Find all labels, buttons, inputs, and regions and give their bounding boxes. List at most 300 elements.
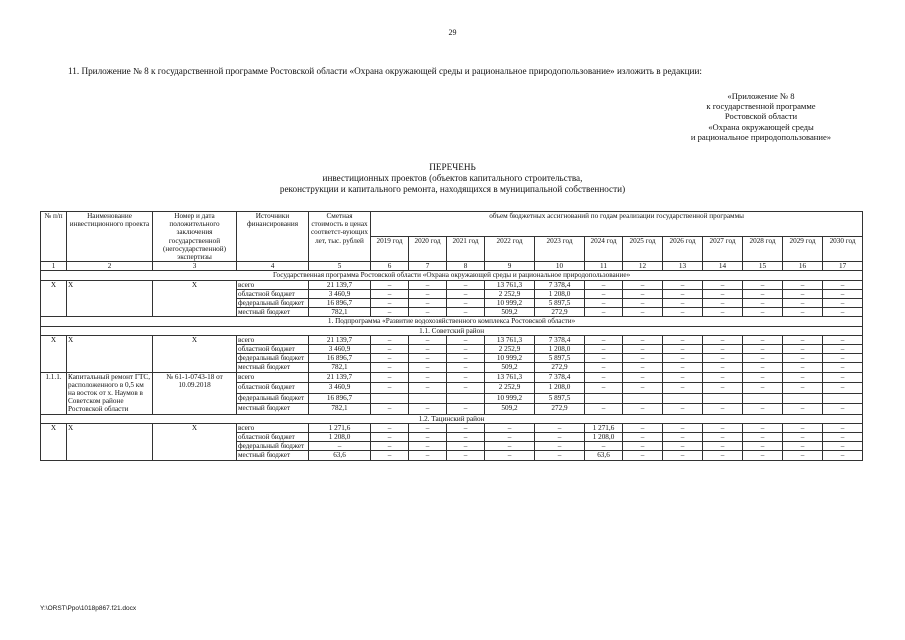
year-value: – bbox=[823, 451, 863, 460]
funding-source: местный бюджет bbox=[237, 451, 309, 460]
year-value: – bbox=[623, 308, 663, 317]
year-value: – bbox=[409, 345, 447, 354]
year-value bbox=[703, 393, 743, 404]
year-value: – bbox=[371, 289, 409, 298]
year-value: 13 761,3 bbox=[485, 335, 535, 344]
year-value: – bbox=[447, 372, 485, 383]
year-value: – bbox=[783, 404, 823, 415]
year-value: – bbox=[535, 442, 585, 451]
year-value: – bbox=[663, 404, 703, 415]
funding-source: местный бюджет bbox=[237, 363, 309, 372]
column-number: 7 bbox=[409, 262, 447, 271]
year-value: – bbox=[409, 280, 447, 289]
year-value: – bbox=[743, 335, 783, 344]
year-value: – bbox=[447, 404, 485, 415]
column-number: 1 bbox=[41, 262, 67, 271]
funding-source: всего bbox=[237, 423, 309, 432]
year-value: 509,2 bbox=[485, 308, 535, 317]
year-value: – bbox=[535, 433, 585, 442]
year-value: – bbox=[743, 308, 783, 317]
year-value: – bbox=[447, 280, 485, 289]
estimated-cost: 21 139,7 bbox=[309, 280, 371, 289]
year-value: – bbox=[485, 451, 535, 460]
header-sources: Источники финансирования bbox=[237, 212, 309, 262]
project-name: Х bbox=[67, 335, 153, 372]
year-value: 63,6 bbox=[585, 451, 623, 460]
year-value bbox=[409, 393, 447, 404]
year-value: – bbox=[585, 308, 623, 317]
year-value: – bbox=[409, 451, 447, 460]
year-value: – bbox=[663, 335, 703, 344]
year-value: – bbox=[743, 289, 783, 298]
column-number: 17 bbox=[823, 262, 863, 271]
year-value: – bbox=[783, 363, 823, 372]
estimated-cost: 1 208,0 bbox=[309, 433, 371, 442]
year-value: – bbox=[585, 354, 623, 363]
year-value bbox=[663, 393, 703, 404]
year-value: – bbox=[823, 280, 863, 289]
year-value: – bbox=[623, 423, 663, 432]
section-title: 1.2. Тацинский район bbox=[41, 414, 863, 423]
year-value: – bbox=[703, 354, 743, 363]
project-number: Х bbox=[41, 335, 67, 372]
year-value: – bbox=[703, 335, 743, 344]
estimated-cost: 21 139,7 bbox=[309, 372, 371, 383]
year-value: – bbox=[783, 345, 823, 354]
year-value bbox=[585, 393, 623, 404]
appendix-line: к государственной программе bbox=[706, 101, 816, 112]
funding-source: всего bbox=[237, 280, 309, 289]
year-value: – bbox=[409, 404, 447, 415]
header-year: 2029 год bbox=[783, 237, 823, 262]
year-value: – bbox=[535, 423, 585, 432]
year-value: 5 897,5 bbox=[535, 354, 585, 363]
year-value: – bbox=[783, 442, 823, 451]
estimated-cost: 782,1 bbox=[309, 363, 371, 372]
year-value: – bbox=[409, 335, 447, 344]
file-path-footer: Y:\ORST\Ppo\1018p867.f21.docx bbox=[40, 605, 137, 612]
year-value: – bbox=[447, 433, 485, 442]
year-value: – bbox=[623, 451, 663, 460]
year-value: – bbox=[447, 308, 485, 317]
year-value: – bbox=[663, 308, 703, 317]
project-name: Капитальный ремонт ГТС, расположенного в 0,5 км на восток от х. Наумов в Советском районе Ростовской области bbox=[67, 372, 153, 414]
year-value: 5 897,5 bbox=[535, 393, 585, 404]
year-value: – bbox=[703, 299, 743, 308]
funding-source: всего bbox=[237, 335, 309, 344]
year-value: – bbox=[371, 423, 409, 432]
year-value: – bbox=[409, 354, 447, 363]
column-number: 2 bbox=[67, 262, 153, 271]
year-value: – bbox=[447, 423, 485, 432]
funding-source: местный бюджет bbox=[237, 308, 309, 317]
project-number: 1.1.1. bbox=[41, 372, 67, 414]
funding-source: федеральный бюджет bbox=[237, 299, 309, 308]
year-value: – bbox=[371, 404, 409, 415]
funding-source: всего bbox=[237, 372, 309, 383]
year-value: 7 378,4 bbox=[535, 335, 585, 344]
year-value: – bbox=[703, 308, 743, 317]
header-year: 2025 год bbox=[623, 237, 663, 262]
table-row bbox=[41, 372, 863, 383]
year-value: – bbox=[585, 289, 623, 298]
appendix-line: Ростовской области bbox=[724, 111, 798, 122]
year-value: – bbox=[663, 433, 703, 442]
year-value: – bbox=[703, 363, 743, 372]
year-value: – bbox=[703, 442, 743, 451]
year-value: – bbox=[703, 345, 743, 354]
year-value: – bbox=[447, 299, 485, 308]
appendix-header bbox=[661, 91, 861, 142]
year-value: – bbox=[823, 354, 863, 363]
column-number: 6 bbox=[371, 262, 409, 271]
year-value bbox=[623, 393, 663, 404]
year-value: – bbox=[623, 363, 663, 372]
year-value: – bbox=[371, 280, 409, 289]
year-value: – bbox=[585, 363, 623, 372]
year-value: – bbox=[823, 442, 863, 451]
year-value: 1 208,0 bbox=[535, 345, 585, 354]
funding-source: федеральный бюджет bbox=[237, 442, 309, 451]
year-value: – bbox=[783, 280, 823, 289]
year-value: – bbox=[743, 451, 783, 460]
section-title: 1.1. Советский район bbox=[41, 326, 863, 335]
year-value: – bbox=[447, 383, 485, 394]
funding-source: местный бюджет bbox=[237, 404, 309, 415]
year-value: – bbox=[663, 363, 703, 372]
year-value: – bbox=[783, 372, 823, 383]
year-value: – bbox=[743, 372, 783, 383]
year-value: 2 252,9 bbox=[485, 289, 535, 298]
column-number: 14 bbox=[703, 262, 743, 271]
year-value: – bbox=[743, 345, 783, 354]
table-body bbox=[41, 271, 863, 460]
project-expertise: Х bbox=[153, 335, 237, 372]
year-value: – bbox=[783, 354, 823, 363]
year-value: 2 252,9 bbox=[485, 345, 535, 354]
project-expertise: Х bbox=[153, 423, 237, 460]
year-value: – bbox=[783, 383, 823, 394]
estimated-cost: 63,6 bbox=[309, 451, 371, 460]
year-value: – bbox=[703, 433, 743, 442]
header-year: 2019 год bbox=[371, 237, 409, 262]
year-value bbox=[743, 393, 783, 404]
year-value: – bbox=[623, 383, 663, 394]
funding-source: областной бюджет bbox=[237, 383, 309, 394]
year-value: – bbox=[371, 363, 409, 372]
year-value: – bbox=[447, 354, 485, 363]
header-year: 2024 год bbox=[585, 237, 623, 262]
year-value: – bbox=[823, 345, 863, 354]
year-value: – bbox=[823, 363, 863, 372]
estimated-cost: 16 896,7 bbox=[309, 393, 371, 404]
section-title-row bbox=[41, 317, 863, 326]
estimated-cost: – bbox=[309, 442, 371, 451]
year-value: 1 208,0 bbox=[585, 433, 623, 442]
year-value: – bbox=[623, 280, 663, 289]
year-value: 10 999,2 bbox=[485, 393, 535, 404]
title-line: инвестиционных проектов (объектов капитального строительства, bbox=[322, 173, 583, 183]
funding-source: федеральный бюджет bbox=[237, 354, 309, 363]
estimated-cost: 782,1 bbox=[309, 404, 371, 415]
year-value: – bbox=[585, 383, 623, 394]
year-value: – bbox=[585, 280, 623, 289]
year-value: – bbox=[663, 372, 703, 383]
year-value bbox=[783, 393, 823, 404]
header-year: 2028 год bbox=[743, 237, 783, 262]
year-value: – bbox=[703, 404, 743, 415]
appendix-line: и рациональное природопользование» bbox=[690, 131, 832, 142]
year-value: – bbox=[743, 442, 783, 451]
year-value: – bbox=[447, 345, 485, 354]
table-row bbox=[41, 280, 863, 289]
project-name: Х bbox=[67, 280, 153, 317]
project-name: Х bbox=[67, 423, 153, 460]
year-value: – bbox=[743, 423, 783, 432]
year-value: – bbox=[371, 442, 409, 451]
year-value: – bbox=[823, 289, 863, 298]
year-value: – bbox=[823, 404, 863, 415]
year-value: – bbox=[663, 345, 703, 354]
year-value: – bbox=[447, 451, 485, 460]
year-value: – bbox=[585, 442, 623, 451]
estimated-cost: 21 139,7 bbox=[309, 335, 371, 344]
year-value: – bbox=[585, 404, 623, 415]
column-number: 10 bbox=[535, 262, 585, 271]
year-value: – bbox=[485, 423, 535, 432]
year-value: – bbox=[623, 442, 663, 451]
year-value: – bbox=[371, 433, 409, 442]
year-value: – bbox=[663, 289, 703, 298]
project-number: Х bbox=[41, 280, 67, 317]
year-value: – bbox=[823, 372, 863, 383]
year-value: – bbox=[783, 433, 823, 442]
year-value: – bbox=[823, 423, 863, 432]
year-value: – bbox=[585, 345, 623, 354]
year-value: – bbox=[703, 423, 743, 432]
year-value: – bbox=[623, 372, 663, 383]
year-value: 5 897,5 bbox=[535, 299, 585, 308]
header-year: 2022 год bbox=[485, 237, 535, 262]
year-value: – bbox=[409, 433, 447, 442]
year-value: – bbox=[703, 383, 743, 394]
year-value: – bbox=[409, 299, 447, 308]
year-value: – bbox=[663, 299, 703, 308]
year-value: – bbox=[535, 451, 585, 460]
year-value: – bbox=[371, 299, 409, 308]
estimated-cost: 3 460,9 bbox=[309, 345, 371, 354]
year-value: – bbox=[663, 383, 703, 394]
column-number: 13 bbox=[663, 262, 703, 271]
year-value: 272,9 bbox=[535, 308, 585, 317]
year-value: – bbox=[783, 451, 823, 460]
column-number: 8 bbox=[447, 262, 485, 271]
year-value bbox=[823, 393, 863, 404]
header-year: 2020 год bbox=[409, 237, 447, 262]
estimated-cost: 3 460,9 bbox=[309, 289, 371, 298]
project-expertise: Х bbox=[153, 280, 237, 317]
year-value: 509,2 bbox=[485, 363, 535, 372]
column-numbers-row bbox=[41, 262, 863, 271]
year-value: – bbox=[703, 451, 743, 460]
year-value: – bbox=[371, 335, 409, 344]
year-value: 509,2 bbox=[485, 404, 535, 415]
year-value: – bbox=[623, 289, 663, 298]
table-row bbox=[41, 335, 863, 344]
header-year: 2023 год bbox=[535, 237, 585, 262]
year-value: – bbox=[585, 372, 623, 383]
year-value: 272,9 bbox=[535, 404, 585, 415]
year-value: – bbox=[703, 280, 743, 289]
year-value: 7 378,4 bbox=[535, 280, 585, 289]
year-value bbox=[371, 393, 409, 404]
header-name: Наименование инвестиционного проекта bbox=[67, 212, 153, 262]
year-value: 1 208,0 bbox=[535, 289, 585, 298]
year-value: – bbox=[409, 423, 447, 432]
header-volume: объем бюджетных ассигнований по годам реализации государственной программы bbox=[371, 212, 863, 237]
estimated-cost: 1 271,6 bbox=[309, 423, 371, 432]
section-title: 1. Подпрограмма «Развитие водохозяйственного комплекса Ростовской области» bbox=[41, 317, 863, 326]
year-value: – bbox=[823, 308, 863, 317]
year-value: – bbox=[371, 308, 409, 317]
column-number: 3 bbox=[153, 262, 237, 271]
funding-source: областной бюджет bbox=[237, 345, 309, 354]
year-value: – bbox=[783, 423, 823, 432]
funding-source: областной бюджет bbox=[237, 433, 309, 442]
year-value: – bbox=[585, 299, 623, 308]
year-value: – bbox=[663, 354, 703, 363]
year-value: – bbox=[743, 280, 783, 289]
year-value: – bbox=[623, 335, 663, 344]
header-number: № п/п bbox=[41, 212, 67, 262]
header-cost: Сметная стоимость в ценах соответст-вующих лет, тыс. рублей bbox=[309, 212, 371, 262]
year-value: – bbox=[743, 299, 783, 308]
year-value: 1 271,6 bbox=[585, 423, 623, 432]
column-number: 11 bbox=[585, 262, 623, 271]
year-value: 13 761,3 bbox=[485, 280, 535, 289]
column-number: 15 bbox=[743, 262, 783, 271]
year-value: – bbox=[743, 354, 783, 363]
year-value: – bbox=[447, 442, 485, 451]
estimated-cost: 16 896,7 bbox=[309, 299, 371, 308]
page-number: 29 bbox=[448, 28, 457, 37]
year-value: – bbox=[371, 372, 409, 383]
year-value: 10 999,2 bbox=[485, 354, 535, 363]
year-value: – bbox=[743, 363, 783, 372]
year-value: – bbox=[371, 354, 409, 363]
appendix-line: «Охрана окружающей среды bbox=[708, 121, 814, 132]
document-title bbox=[200, 162, 705, 195]
section-title-row bbox=[41, 326, 863, 335]
year-value: – bbox=[663, 442, 703, 451]
year-value: – bbox=[409, 372, 447, 383]
year-value: – bbox=[623, 354, 663, 363]
year-value: – bbox=[447, 335, 485, 344]
year-value: – bbox=[823, 335, 863, 344]
year-value: 13 761,3 bbox=[485, 372, 535, 383]
year-value: – bbox=[485, 442, 535, 451]
year-value: – bbox=[663, 423, 703, 432]
year-value: 1 208,0 bbox=[535, 383, 585, 394]
year-value: – bbox=[623, 345, 663, 354]
year-value: – bbox=[371, 451, 409, 460]
year-value: – bbox=[409, 308, 447, 317]
year-value: – bbox=[783, 299, 823, 308]
section-title-row bbox=[41, 414, 863, 423]
year-value: – bbox=[485, 433, 535, 442]
year-value: – bbox=[409, 363, 447, 372]
year-value: – bbox=[447, 289, 485, 298]
year-value: – bbox=[743, 433, 783, 442]
year-value: – bbox=[743, 404, 783, 415]
estimated-cost: 16 896,7 bbox=[309, 354, 371, 363]
year-value: – bbox=[703, 372, 743, 383]
column-number: 16 bbox=[783, 262, 823, 271]
header-year: 2021 год bbox=[447, 237, 485, 262]
estimated-cost: 3 460,9 bbox=[309, 383, 371, 394]
year-value: – bbox=[823, 383, 863, 394]
year-value: – bbox=[371, 345, 409, 354]
year-value: – bbox=[371, 383, 409, 394]
year-value: – bbox=[823, 433, 863, 442]
year-value: 7 378,4 bbox=[535, 372, 585, 383]
appendix-line: «Приложение № 8 bbox=[727, 91, 795, 101]
header-year: 2030 год bbox=[823, 237, 863, 262]
section-title-row bbox=[41, 271, 863, 280]
year-value: – bbox=[623, 433, 663, 442]
year-value bbox=[447, 393, 485, 404]
year-value: 2 252,9 bbox=[485, 383, 535, 394]
column-number: 4 bbox=[237, 262, 309, 271]
year-value: – bbox=[409, 289, 447, 298]
project-number: Х bbox=[41, 423, 67, 460]
header-year: 2026 год bbox=[663, 237, 703, 262]
intro-paragraph: 11. Приложение № 8 к государственной программе Ростовской области «Охрана окружающей среды и рациональное природопользование» изложить в редакции: bbox=[68, 66, 702, 76]
header-expertise: Номер и дата положительного заключения государственной (негосударственной) экспертизы bbox=[153, 212, 237, 262]
year-value: – bbox=[703, 289, 743, 298]
year-value: 10 999,2 bbox=[485, 299, 535, 308]
title-line: ПЕРЕЧЕНЬ bbox=[429, 162, 476, 172]
table-row bbox=[41, 423, 863, 432]
funding-source: федеральный бюджет bbox=[237, 393, 309, 404]
title-line: реконструкции и капитального ремонта, находящихся в муниципальной собственности) bbox=[279, 184, 626, 194]
estimated-cost: 782,1 bbox=[309, 308, 371, 317]
year-value: – bbox=[783, 289, 823, 298]
header-year: 2027 год bbox=[703, 237, 743, 262]
year-value: – bbox=[663, 451, 703, 460]
investment-projects-table bbox=[40, 211, 863, 461]
year-value: – bbox=[447, 363, 485, 372]
table-header bbox=[41, 212, 863, 271]
column-number: 5 bbox=[309, 262, 371, 271]
funding-source: областной бюджет bbox=[237, 289, 309, 298]
header-row bbox=[41, 212, 863, 237]
year-value: – bbox=[663, 280, 703, 289]
year-value: – bbox=[823, 299, 863, 308]
year-value: – bbox=[783, 335, 823, 344]
year-value: – bbox=[743, 383, 783, 394]
year-value: – bbox=[585, 335, 623, 344]
column-number: 9 bbox=[485, 262, 535, 271]
year-value: 272,9 bbox=[535, 363, 585, 372]
year-value: – bbox=[623, 404, 663, 415]
year-value: – bbox=[783, 308, 823, 317]
year-value: – bbox=[409, 442, 447, 451]
column-number: 12 bbox=[623, 262, 663, 271]
year-value: – bbox=[623, 299, 663, 308]
section-title: Государственная программа Ростовской области «Охрана окружающей среды и рациональное природопользование» bbox=[41, 271, 863, 280]
year-value: – bbox=[409, 383, 447, 394]
